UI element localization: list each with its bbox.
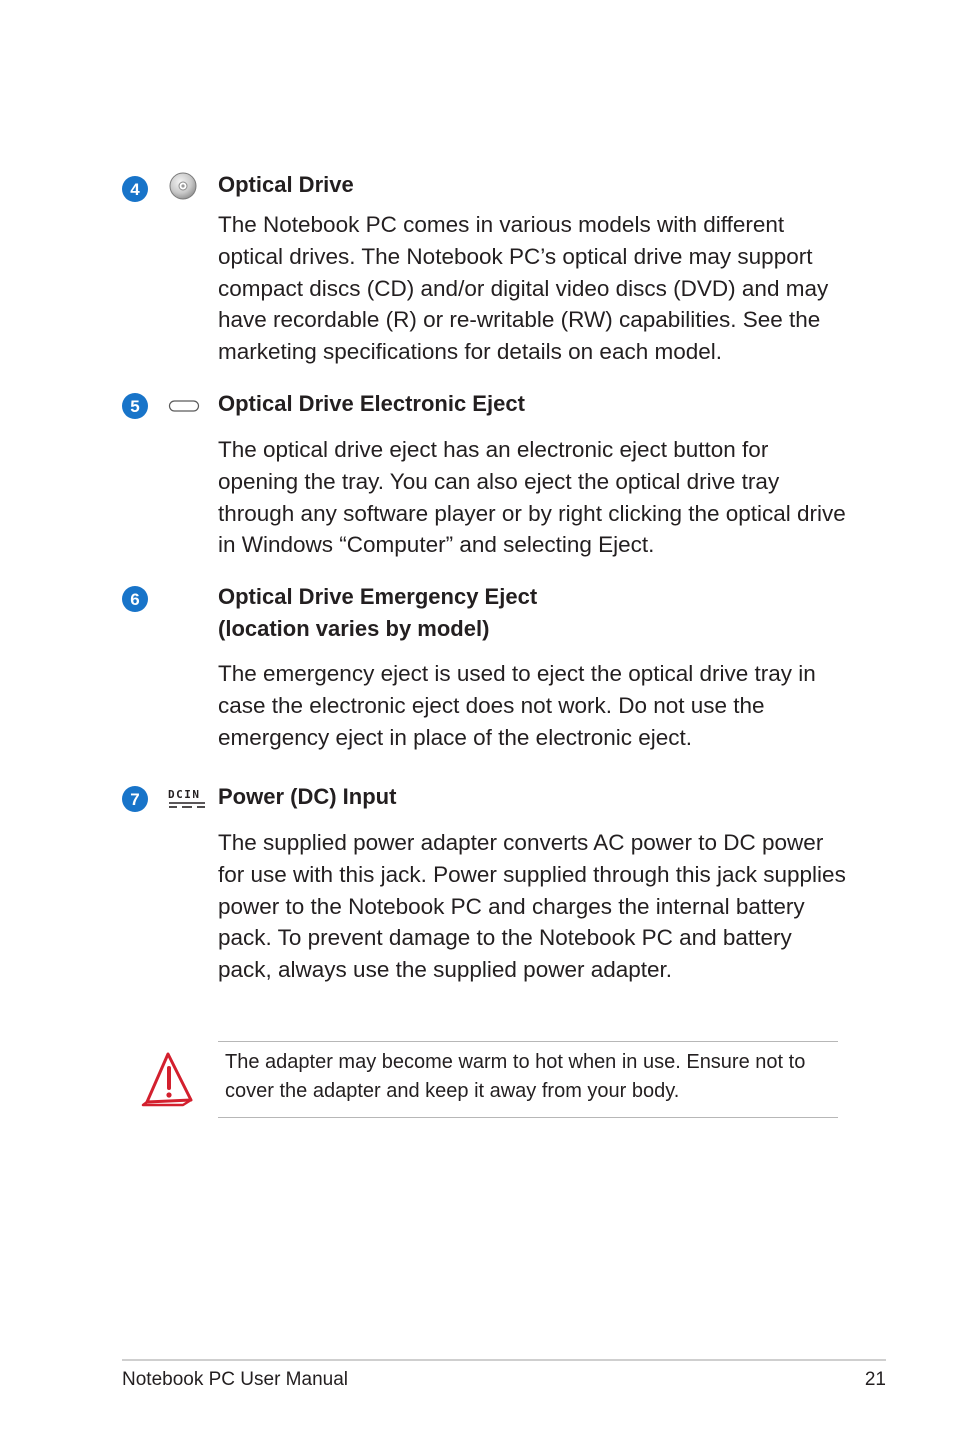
section-title: Power (DC) Input xyxy=(218,784,397,809)
section-title-subline: (location varies by model) xyxy=(218,616,490,641)
dc-symbol-icon xyxy=(168,801,206,809)
section-body: The emergency eject is used to eject the optical drive tray in case the electronic eject does not work. Do not use the emergency eject in place of the electronic eject. xyxy=(218,661,816,750)
section-title-line: Optical Drive Emergency Eject xyxy=(218,584,538,609)
dc-in-icon xyxy=(168,789,206,809)
page-number: 21 xyxy=(864,1369,886,1390)
section-title: Optical Drive xyxy=(218,172,354,197)
section-title: Optical Drive Electronic Eject xyxy=(218,391,525,416)
number-badge: 4 xyxy=(122,176,148,202)
dc-in-icon-label: DCIN xyxy=(168,788,201,801)
eject-button-icon xyxy=(168,398,200,414)
section-body: The supplied power adapter converts AC power to DC power for use with this jack. Power supplied through this jack supplies power to the Notebook PC and charges the internal battery pack. To prevent damage to the Notebook PC and battery pack, always use the supplied power adapter. xyxy=(218,830,846,983)
warning-note xyxy=(218,1041,838,1118)
number-badge: 6 xyxy=(122,586,148,612)
warning-text: The adapter may become warm to hot when in use. Ensure not to cover the adapter and keep it away from your body. xyxy=(225,1051,806,1102)
section-body: The Notebook PC comes in various models with different optical drives. The Notebook PC’s optical drive may support compact discs (CD) and/or digital video discs (DVD) and may have recordable (R) or re-writable (RW) capabilities. See the marketing specifications for details on each model. xyxy=(218,212,829,365)
warning-triangle-icon xyxy=(141,1050,195,1108)
section-title xyxy=(218,581,848,645)
number-badge: 5 xyxy=(122,393,148,419)
number-badge: 7 xyxy=(122,786,148,812)
footer-divider xyxy=(122,1359,886,1361)
footer-title: Notebook PC User Manual xyxy=(122,1369,348,1390)
optical-disc-icon xyxy=(168,171,198,201)
section-body: The optical drive eject has an electronic eject button for opening the tray. You can also eject the optical drive tray through any software player or by right clicking the optical drive in Windows “Computer” and selecting Eject. xyxy=(218,437,846,558)
